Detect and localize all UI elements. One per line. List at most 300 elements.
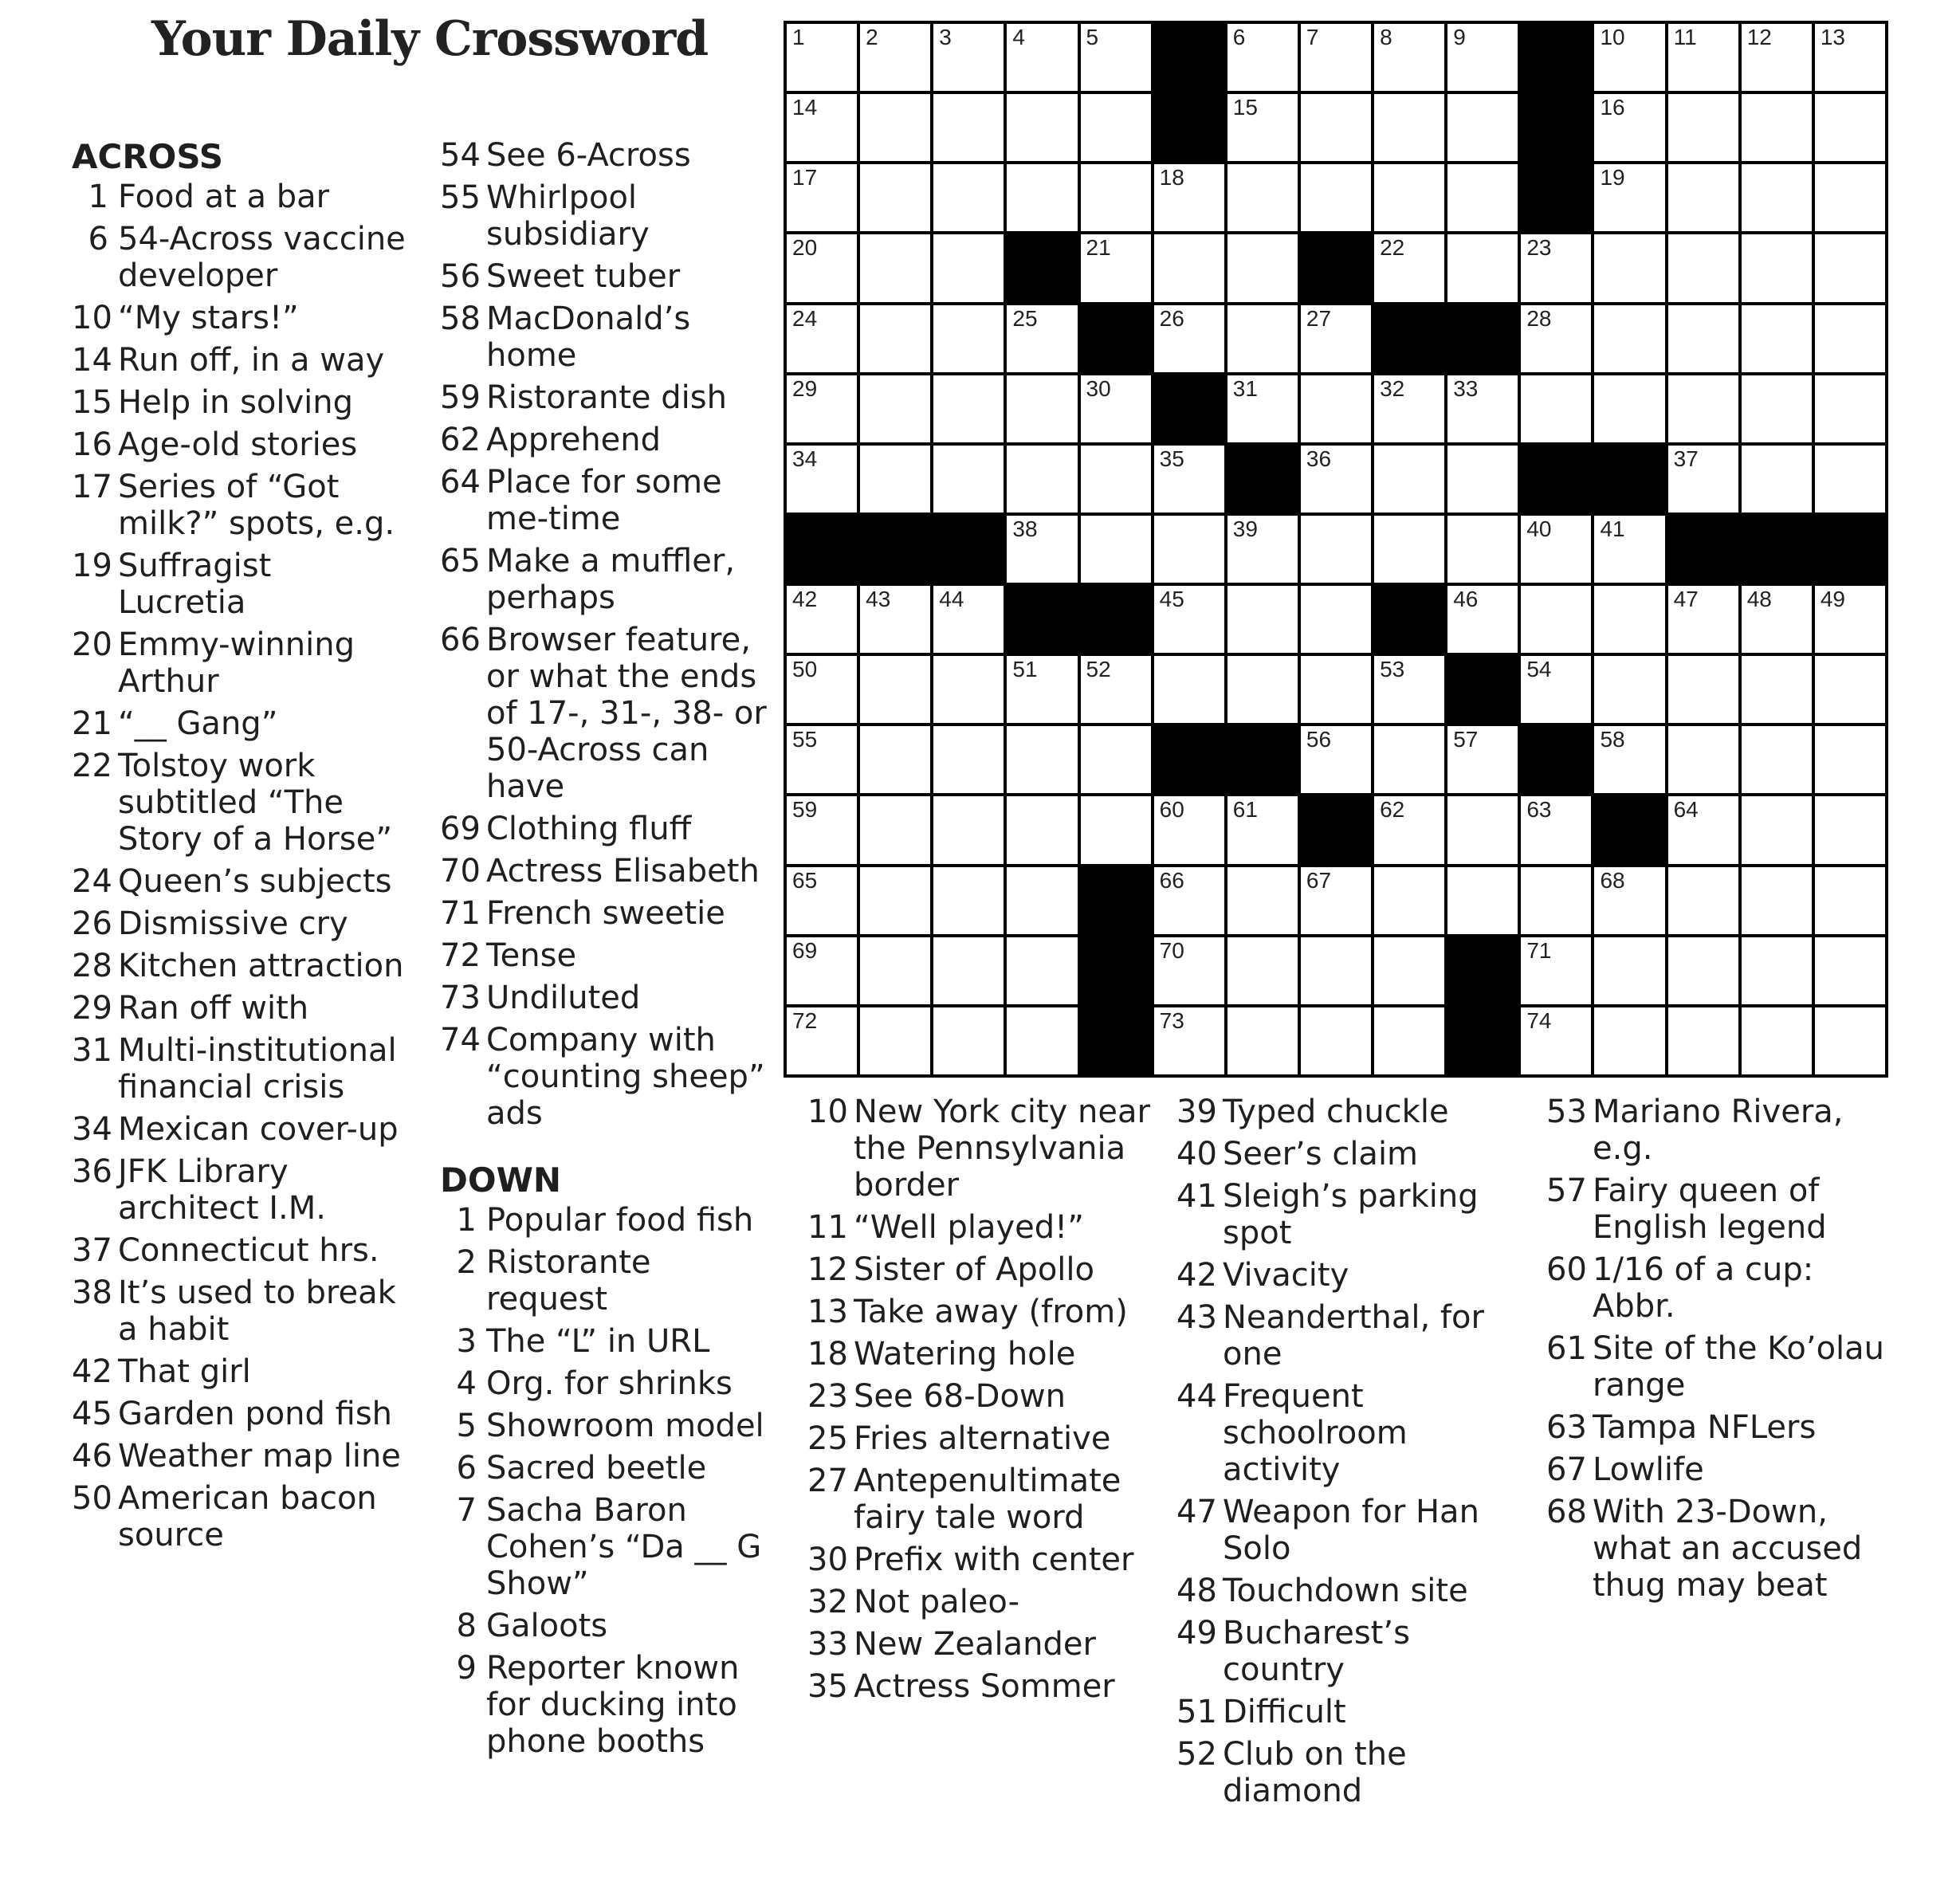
grid-cell[interactable] — [1594, 726, 1664, 793]
down-clue — [1546, 1494, 1897, 1604]
grid-cell[interactable] — [933, 867, 1004, 934]
grid-cell[interactable] — [1374, 234, 1444, 301]
grid-cell[interactable] — [1007, 446, 1077, 513]
grid-cell[interactable] — [1227, 164, 1298, 231]
grid-cell[interactable] — [1154, 796, 1224, 863]
grid-cell[interactable] — [1301, 867, 1371, 934]
grid-cell[interactable] — [1668, 1007, 1738, 1074]
clue-text: Dismissive cry — [118, 905, 348, 942]
clue-number: 1 — [88, 179, 108, 215]
grid-cell[interactable] — [1081, 24, 1151, 91]
grid-cell[interactable] — [1007, 796, 1077, 863]
clue-number: 73 — [440, 980, 481, 1016]
clue-number: 44 — [1176, 1378, 1217, 1415]
grid-cell[interactable] — [1301, 656, 1371, 723]
grid-cell[interactable] — [1742, 234, 1812, 301]
across-clue — [440, 464, 775, 537]
grid-cell[interactable] — [1521, 375, 1591, 442]
clue-text: Actress Sommer — [854, 1668, 1115, 1705]
grid-cell[interactable] — [1668, 24, 1738, 91]
clue-number: 11 — [807, 1209, 848, 1246]
cell-number: 34 — [792, 446, 818, 471]
clue-text: Vivacity — [1223, 1257, 1349, 1294]
across-clue — [72, 1353, 407, 1390]
grid-cell[interactable] — [1742, 656, 1812, 723]
grid-cell[interactable] — [1374, 867, 1444, 934]
down-clue — [1546, 1251, 1897, 1325]
clue-text: Undiluted — [486, 980, 641, 1016]
grid-cell[interactable] — [1521, 586, 1591, 653]
grid-cell[interactable] — [1374, 796, 1444, 863]
grid-cell[interactable] — [1594, 305, 1664, 372]
grid-cell[interactable] — [1227, 375, 1298, 442]
grid-cell[interactable] — [1301, 375, 1371, 442]
grid-cell[interactable] — [1081, 164, 1151, 231]
cell-number: 43 — [866, 587, 891, 612]
grid-cell[interactable] — [1594, 1007, 1664, 1074]
grid-cell[interactable] — [860, 726, 930, 793]
clue-text: Emmy-winning Arthur — [118, 626, 355, 700]
cell-number: 14 — [792, 95, 818, 120]
clue-number: 23 — [807, 1378, 848, 1415]
grid-cell[interactable] — [1521, 796, 1591, 863]
grid-cell[interactable] — [1668, 586, 1738, 653]
grid-cell[interactable] — [1227, 1007, 1298, 1074]
clue-text: Galoots — [486, 1608, 608, 1644]
grid-cell[interactable] — [1374, 656, 1444, 723]
clue-text: Tampa NFLers — [1593, 1409, 1817, 1446]
cell-number: 72 — [792, 1007, 818, 1033]
grid-cell[interactable] — [1815, 375, 1885, 442]
grid-cell[interactable] — [860, 937, 930, 1004]
clue-number: 56 — [440, 258, 481, 295]
clue-text: Tense — [486, 937, 577, 974]
clue-text: See 68-Down — [854, 1378, 1066, 1415]
across-clue — [72, 179, 407, 215]
grid-cell[interactable] — [1668, 796, 1738, 863]
cell-number: 35 — [1159, 446, 1184, 471]
cell-number: 33 — [1453, 375, 1479, 401]
grid-cell[interactable] — [933, 586, 1004, 653]
clue-number: 68 — [1546, 1494, 1587, 1530]
grid-cell[interactable] — [1374, 937, 1444, 1004]
grid-cell[interactable] — [1668, 446, 1738, 513]
grid-cell[interactable] — [1521, 1007, 1591, 1074]
clue-number: 49 — [1176, 1615, 1217, 1651]
grid-cell[interactable] — [1815, 1007, 1885, 1074]
grid-cell[interactable] — [1154, 164, 1224, 231]
clue-text: Sister of Apollo — [854, 1251, 1094, 1288]
grid-cell[interactable] — [1742, 94, 1812, 161]
grid-cell[interactable] — [1668, 94, 1738, 161]
grid-cell[interactable] — [1007, 94, 1077, 161]
grid-cell[interactable] — [1447, 726, 1518, 793]
grid-cell[interactable] — [1007, 516, 1077, 583]
grid-cell[interactable] — [1815, 656, 1885, 723]
grid-cell[interactable] — [1668, 234, 1738, 301]
clue-text: Site of the Ko’olau range — [1593, 1330, 1885, 1404]
grid-cell[interactable] — [1594, 516, 1664, 583]
grid-cell[interactable] — [1154, 446, 1224, 513]
grid-cell[interactable] — [933, 164, 1004, 231]
grid-cell[interactable] — [787, 656, 857, 723]
grid-cell[interactable] — [1301, 516, 1371, 583]
grid-cell[interactable] — [1594, 164, 1664, 231]
clue-number: 52 — [1176, 1736, 1217, 1773]
grid-cell[interactable] — [1154, 867, 1224, 934]
clue-number: 27 — [807, 1463, 848, 1499]
grid-cell[interactable] — [1668, 656, 1738, 723]
clue-number: 61 — [1546, 1330, 1587, 1367]
clue-number: 43 — [1176, 1299, 1217, 1336]
grid-cell[interactable] — [1594, 656, 1664, 723]
grid-cell[interactable] — [787, 164, 857, 231]
cell-number: 10 — [1600, 25, 1625, 49]
clue-text: Reporter known for ducking into phone booths — [486, 1650, 740, 1760]
grid-cell[interactable] — [1447, 375, 1518, 442]
grid-cell[interactable] — [1301, 24, 1371, 91]
grid-cell[interactable] — [787, 24, 857, 91]
grid-cell[interactable] — [1521, 937, 1591, 1004]
grid-cell[interactable] — [933, 24, 1004, 91]
clue-number: 32 — [807, 1584, 848, 1620]
down-clue — [440, 1202, 775, 1239]
grid-cell[interactable] — [1815, 234, 1885, 301]
clue-text: That girl — [118, 1353, 251, 1390]
grid-cell[interactable] — [1668, 305, 1738, 372]
grid-cell[interactable] — [1815, 796, 1885, 863]
grid-cell[interactable] — [1081, 446, 1151, 513]
grid-cell[interactable] — [1154, 937, 1224, 1004]
grid-cell[interactable] — [1374, 24, 1444, 91]
grid-cell[interactable] — [1081, 234, 1151, 301]
cell-number: 13 — [1820, 25, 1846, 49]
grid-cell[interactable] — [1154, 516, 1224, 583]
grid-cell[interactable] — [860, 446, 930, 513]
down-clue — [440, 1323, 775, 1360]
grid-cell[interactable] — [1594, 867, 1664, 934]
across-clue — [72, 1274, 407, 1348]
clue-number: 70 — [440, 853, 481, 890]
grid-cell[interactable] — [1815, 586, 1885, 653]
grid-cell[interactable] — [1668, 867, 1738, 934]
down-clue — [440, 1244, 775, 1318]
grid-cell[interactable] — [1227, 937, 1298, 1004]
cell-number: 48 — [1746, 587, 1772, 612]
clue-number: 48 — [1176, 1573, 1217, 1609]
grid-cell[interactable] — [1227, 867, 1298, 934]
cell-number: 9 — [1453, 25, 1466, 49]
grid-cell[interactable] — [860, 164, 930, 231]
cell-number: 41 — [1600, 516, 1625, 541]
grid-cell[interactable] — [1742, 726, 1812, 793]
grid-cell[interactable] — [1742, 796, 1812, 863]
grid-cell[interactable] — [1447, 94, 1518, 161]
grid-cell[interactable] — [1227, 586, 1298, 653]
clue-number: 15 — [72, 384, 112, 421]
down-header: DOWN — [440, 1160, 562, 1200]
clue-text: 1/16 of a cup: Abbr. — [1593, 1251, 1814, 1325]
grid-cell[interactable] — [1007, 305, 1077, 372]
clue-number: 26 — [72, 905, 112, 942]
down-clue — [440, 1492, 775, 1602]
down-clue — [1546, 1094, 1897, 1167]
grid-cell[interactable] — [1447, 867, 1518, 934]
grid-cell[interactable] — [933, 1007, 1004, 1074]
grid-cell[interactable] — [860, 24, 930, 91]
grid-cell[interactable] — [1374, 164, 1444, 231]
across-clue — [72, 221, 407, 294]
grid-cell[interactable] — [1742, 867, 1812, 934]
grid-cell[interactable] — [1227, 656, 1298, 723]
grid-cell[interactable] — [1374, 446, 1444, 513]
grid-cell[interactable] — [1594, 937, 1664, 1004]
clue-number: 3 — [456, 1323, 477, 1360]
down-column-4 — [1176, 1094, 1527, 1815]
grid-cell[interactable] — [1154, 1007, 1224, 1074]
cell-number: 50 — [792, 657, 818, 682]
grid-cell[interactable] — [1447, 516, 1518, 583]
grid-cell[interactable] — [1521, 234, 1591, 301]
clue-text: Sacha Baron Cohen’s “Da __ G Show” — [486, 1492, 762, 1602]
grid-cell[interactable] — [787, 234, 857, 301]
clue-text: Browser feature, or what the ends of 17-, 31-, 38- or 50-Across can have — [486, 622, 767, 805]
grid-cell[interactable] — [933, 937, 1004, 1004]
cell-number: 51 — [1012, 657, 1038, 682]
cell-number: 61 — [1232, 797, 1258, 823]
clue-text: Org. for shrinks — [486, 1365, 733, 1402]
grid-cell[interactable] — [1007, 937, 1077, 1004]
grid-cell[interactable] — [860, 1007, 930, 1074]
grid-cell[interactable] — [1007, 1007, 1077, 1074]
grid-cell[interactable] — [787, 937, 857, 1004]
cell-number: 44 — [939, 587, 964, 612]
clue-number: 51 — [1176, 1694, 1217, 1730]
grid-cell[interactable] — [1154, 656, 1224, 723]
grid-cell[interactable] — [1081, 726, 1151, 793]
across-clue — [72, 1438, 407, 1475]
grid-cell[interactable] — [1815, 937, 1885, 1004]
grid-cell[interactable] — [1742, 937, 1812, 1004]
grid-cell[interactable] — [1594, 24, 1664, 91]
grid-cell[interactable] — [787, 726, 857, 793]
grid-cell[interactable] — [1668, 937, 1738, 1004]
grid-cell[interactable] — [1594, 94, 1664, 161]
grid-cell[interactable] — [1007, 656, 1077, 723]
grid-cell[interactable] — [1742, 586, 1812, 653]
clue-text: Not paleo- — [854, 1584, 1020, 1620]
clue-number: 45 — [72, 1396, 112, 1432]
grid-cell[interactable] — [1374, 726, 1444, 793]
grid-cell[interactable] — [1301, 586, 1371, 653]
grid-cell[interactable] — [1815, 305, 1885, 372]
cell-number: 52 — [1086, 657, 1111, 682]
grid-cell[interactable] — [1742, 305, 1812, 372]
grid-cell[interactable] — [1815, 24, 1885, 91]
grid-cell[interactable] — [1815, 726, 1885, 793]
grid-cell[interactable] — [1301, 937, 1371, 1004]
grid-cell[interactable] — [787, 94, 857, 161]
cell-number: 7 — [1306, 25, 1319, 49]
grid-cell[interactable] — [1301, 164, 1371, 231]
down-clue — [807, 1584, 1158, 1620]
grid-cell[interactable] — [1007, 164, 1077, 231]
grid-cell[interactable] — [1521, 867, 1591, 934]
grid-cell[interactable] — [1081, 94, 1151, 161]
grid-cell[interactable] — [1007, 726, 1077, 793]
grid-cell[interactable] — [1594, 586, 1664, 653]
grid-cell[interactable] — [1154, 234, 1224, 301]
grid-cell[interactable] — [1742, 1007, 1812, 1074]
clue-text: Showroom model — [486, 1408, 764, 1444]
grid-cell[interactable] — [1081, 796, 1151, 863]
down-clue — [1176, 1257, 1527, 1294]
clue-number: 54 — [440, 137, 481, 174]
grid-cell[interactable] — [1742, 375, 1812, 442]
clue-number: 6 — [456, 1450, 477, 1486]
grid-cell[interactable] — [860, 796, 930, 863]
grid-cell[interactable] — [1374, 94, 1444, 161]
clue-text: See 6-Across — [486, 137, 691, 174]
grid-cell[interactable] — [1742, 24, 1812, 91]
grid-cell[interactable] — [1668, 375, 1738, 442]
cell-number: 39 — [1232, 516, 1258, 541]
grid-cell[interactable] — [1521, 656, 1591, 723]
grid-cell[interactable] — [787, 796, 857, 863]
grid-cell[interactable] — [1007, 24, 1077, 91]
grid-cell[interactable] — [787, 305, 857, 372]
down-clue — [1176, 1094, 1527, 1130]
grid-cell[interactable] — [1081, 516, 1151, 583]
cell-number: 74 — [1526, 1007, 1552, 1033]
clue-text: “__ Gang” — [118, 705, 278, 742]
grid-cell[interactable] — [1815, 164, 1885, 231]
grid-cell[interactable] — [1301, 726, 1371, 793]
grid-cell[interactable] — [787, 586, 857, 653]
grid-cell[interactable] — [1081, 375, 1151, 442]
grid-cell[interactable] — [933, 375, 1004, 442]
grid-cell[interactable] — [1447, 586, 1518, 653]
grid-cell[interactable] — [1815, 94, 1885, 161]
grid-cell[interactable] — [1447, 24, 1518, 91]
grid-cell[interactable] — [1301, 305, 1371, 372]
clue-number: 50 — [72, 1480, 112, 1517]
across-clue — [72, 1032, 407, 1106]
grid-cell[interactable] — [1301, 1007, 1371, 1074]
grid-cell[interactable] — [1815, 867, 1885, 934]
grid-cell[interactable] — [1154, 305, 1224, 372]
grid-cell[interactable] — [860, 94, 930, 161]
grid-cell[interactable] — [1815, 446, 1885, 513]
grid-cell[interactable] — [933, 234, 1004, 301]
grid-cell[interactable] — [933, 726, 1004, 793]
grid-cell[interactable] — [933, 446, 1004, 513]
grid-cell[interactable] — [1521, 516, 1591, 583]
cell-number: 2 — [866, 25, 878, 49]
grid-cell[interactable] — [860, 586, 930, 653]
clue-number: 72 — [440, 937, 481, 974]
grid-cell[interactable] — [860, 305, 930, 372]
grid-cell[interactable] — [933, 305, 1004, 372]
clue-text: Food at a bar — [118, 179, 330, 215]
clue-text: Age-old stories — [118, 426, 358, 463]
cell-number: 31 — [1232, 375, 1258, 401]
grid-cell[interactable] — [860, 867, 930, 934]
clue-text: Take away (from) — [854, 1294, 1128, 1330]
grid-cell[interactable] — [933, 796, 1004, 863]
grid-cell[interactable] — [1227, 305, 1298, 372]
clue-text: Suffragist Lucretia — [118, 548, 272, 621]
grid-cell[interactable] — [933, 94, 1004, 161]
clue-number: 22 — [72, 748, 112, 784]
grid-cell[interactable] — [1447, 234, 1518, 301]
grid-cell[interactable] — [1007, 867, 1077, 934]
down-clue — [1546, 1409, 1897, 1446]
grid-cell[interactable] — [1154, 586, 1224, 653]
clue-number: 42 — [72, 1353, 112, 1390]
down-clue — [1546, 1451, 1897, 1488]
grid-cell[interactable] — [1594, 375, 1664, 442]
grid-cell[interactable] — [1007, 375, 1077, 442]
clue-number: 38 — [72, 1274, 112, 1311]
grid-cell[interactable] — [1521, 305, 1591, 372]
grid-cell[interactable] — [1668, 726, 1738, 793]
grid-cell[interactable] — [933, 656, 1004, 723]
grid-cell[interactable] — [1742, 164, 1812, 231]
clue-text: Fairy queen of English legend — [1593, 1172, 1827, 1246]
grid-cell[interactable] — [1227, 796, 1298, 863]
grid-cell[interactable] — [1081, 656, 1151, 723]
grid-cell[interactable] — [1594, 234, 1664, 301]
grid-cell[interactable] — [1447, 446, 1518, 513]
grid-cell[interactable] — [1447, 164, 1518, 231]
grid-cell[interactable] — [1374, 516, 1444, 583]
grid-cell[interactable] — [1301, 94, 1371, 161]
across-clue — [72, 1480, 407, 1553]
grid-cell[interactable] — [787, 1007, 857, 1074]
grid-cell[interactable] — [1374, 375, 1444, 442]
down-clue — [807, 1463, 1158, 1536]
across-column-2 — [440, 137, 775, 1765]
grid-cell[interactable] — [1742, 446, 1812, 513]
grid-cell[interactable] — [860, 375, 930, 442]
grid-cell[interactable] — [787, 446, 857, 513]
cell-number: 25 — [1012, 305, 1038, 331]
clue-number: 25 — [807, 1420, 848, 1457]
cell-number: 63 — [1526, 797, 1552, 823]
across-clue — [72, 905, 407, 942]
grid-cell[interactable] — [1374, 1007, 1444, 1074]
grid-cell[interactable] — [1227, 94, 1298, 161]
grid-cell[interactable] — [1668, 164, 1738, 231]
grid-cell[interactable] — [860, 234, 930, 301]
clue-text: Fries alternative — [854, 1420, 1111, 1457]
cell-number: 62 — [1380, 797, 1405, 823]
grid-cell[interactable] — [1227, 24, 1298, 91]
grid-cell[interactable] — [1301, 446, 1371, 513]
grid-cell[interactable] — [860, 656, 930, 723]
grid-cell[interactable] — [1227, 234, 1298, 301]
grid-cell[interactable] — [787, 867, 857, 934]
grid-cell[interactable] — [787, 375, 857, 442]
cell-number: 71 — [1526, 937, 1552, 963]
grid-cell[interactable] — [1227, 516, 1298, 583]
clue-text: Sleigh’s parking spot — [1223, 1178, 1479, 1251]
clue-number: 10 — [72, 300, 112, 336]
down-clue — [1176, 1573, 1527, 1609]
grid-cell[interactable] — [1447, 796, 1518, 863]
clue-number: 64 — [440, 464, 481, 501]
